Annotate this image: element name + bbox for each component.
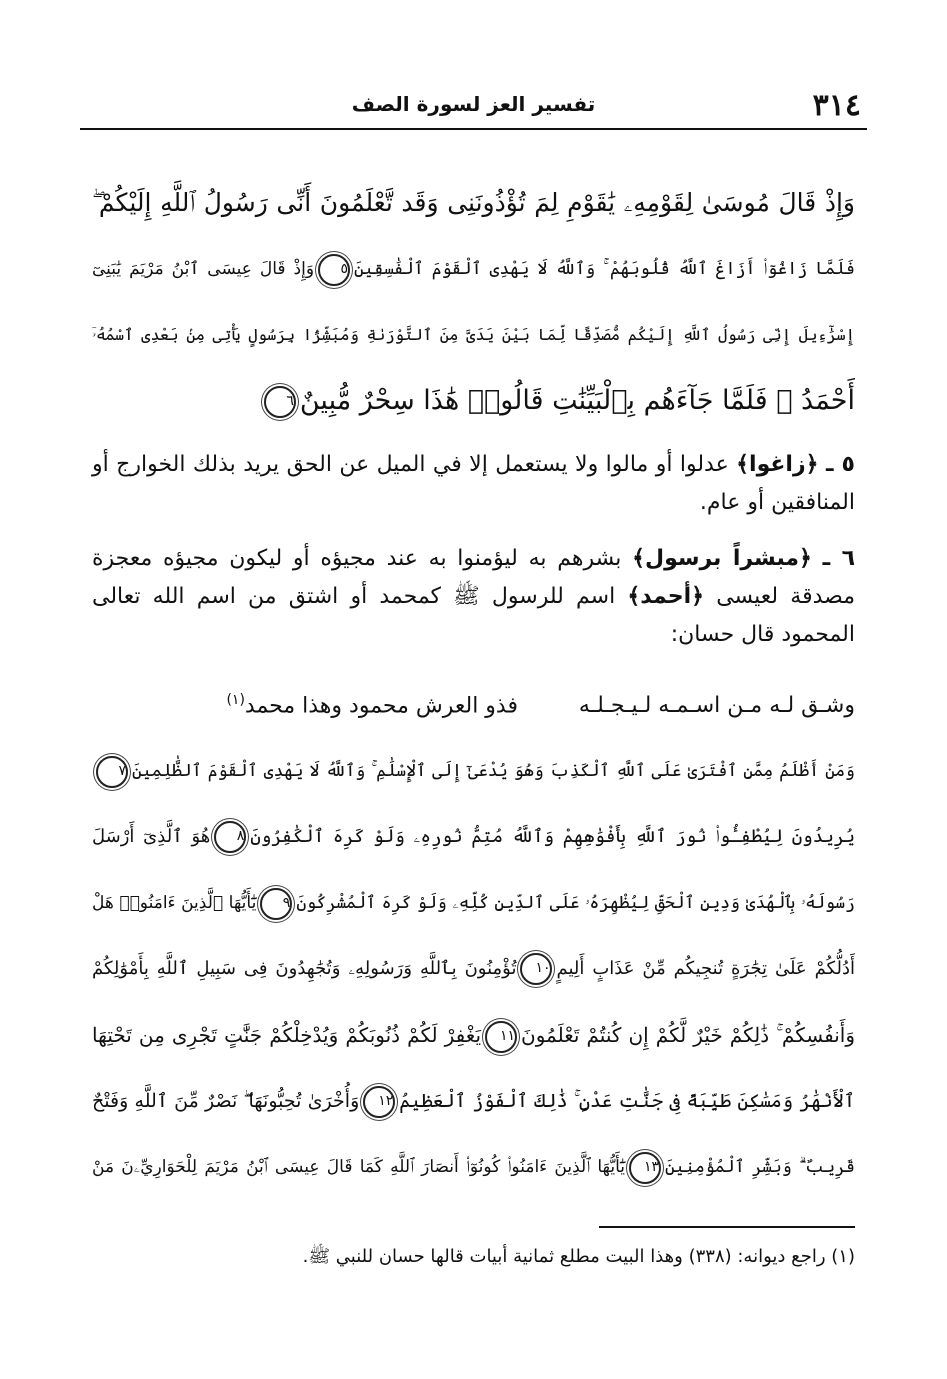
quran-line bbox=[92, 170, 855, 236]
quran-text: وَأَنفُسِكُمْ ۚ ذَٰلِكُمْ خَيْرٌ لَّكُمْ إِن كُنتُمْ تَعْلَمُونَ bbox=[521, 1023, 855, 1047]
poem-hemistich-1: وشـق لـه مـن اسـمـه لـيـجـلـه bbox=[578, 693, 855, 719]
explanation-text: اسم للرسول ﷺ كمحمد أو اشتق من اسم الله تعالى المحمود قال حسان: bbox=[92, 584, 855, 647]
quran-line bbox=[92, 804, 855, 870]
ayah-number-mark: ١٠ bbox=[520, 953, 552, 985]
quran-line bbox=[92, 936, 855, 1002]
header-rule bbox=[80, 128, 867, 130]
quran-line bbox=[92, 870, 855, 936]
quran-text: ٱلْأَنْهَٰرُ وَمَسَٰكِنَ طَيِّبَةً فِى جَنَّٰتِ عَدْنٍ ۚ ذَٰلِكَ ٱلْفَوْزُ ٱلْعَظِيمُ bbox=[399, 1090, 855, 1112]
verse-number: ٦ ـ bbox=[822, 546, 855, 571]
quran-text: يَغْفِرْ لَكُمْ ذُنُوبَكُمْ وَيُدْخِلْكُمْ جَنَّٰتٍ تَجْرِى مِن تَحْتِهَا bbox=[92, 1023, 482, 1047]
quran-text: فَلَمَّا زَاغُوٓا۟ أَزَاغَ ٱللَّهُ قُلُوبَهُمْ ۚ وَٱللَّهُ لَا يَهْدِى ٱلْقَوْمَ ٱلْفَٰسِقِينَ bbox=[354, 259, 855, 279]
quran-text: وَمَنْ أَظْلَمُ مِمَّنِ ٱفْتَرَىٰ عَلَى ٱللَّهِ ٱلْكَذِبَ وَهُوَ يُدْعَىٰٓ إِلَى ٱلْإِسْلَٰمِ ۚ وَٱللَّهُ لَا يَهْدِى ٱلْقَوْمَ ٱلظَّٰلِمِينَ bbox=[132, 761, 855, 781]
quran-text: هُوَ ٱلَّذِىٓ أَرْسَلَ bbox=[92, 826, 211, 847]
quran-block-2 bbox=[92, 738, 855, 1200]
explained-term: ﴿زاغوا﴾ bbox=[736, 452, 819, 477]
quran-text: رَسُولَهُۥ بِٱلْهُدَىٰ وَدِينِ ٱلْحَقِّ لِيُظْهِرَهُۥ عَلَى ٱلدِّينِ كُلِّهِۦ وَلَوْ كَرِهَ ٱلْمُشْرِكُونَ bbox=[296, 893, 855, 913]
quran-line bbox=[92, 1134, 855, 1200]
quran-line bbox=[92, 236, 855, 302]
quran-text: يُرِيدُونَ لِيُطْفِـُٔوا۟ نُورَ ٱللَّهِ بِأَفْوَٰهِهِمْ وَٱللَّهُ مُتِمُّ نُورِهِۦ وَلَوْ كَرِهَ ٱلْكَٰفِرُونَ bbox=[250, 826, 855, 847]
footnote-rule bbox=[599, 1226, 855, 1228]
ayah-number-mark: ٥ bbox=[318, 254, 350, 286]
running-title: تفسير العز لسورة الصف bbox=[351, 92, 596, 116]
page-number: ٣١٤ bbox=[812, 88, 861, 123]
quran-text: إِسْرَٰٓءِيلَ إِنِّى رَسُولُ ٱللَّهِ إِلَيْكُم مُّصَدِّقًا لِّمَا بَيْنَ يَدَىَّ مِنَ ٱلتَّوْرَىٰةِ وَمُبَشِّرًۢا بِرَسُولٍ يَأْتِى مِنۢ بَعْدِى ٱسْمُهُۥٓ bbox=[92, 325, 855, 344]
footnote-reference[interactable]: (١) bbox=[226, 692, 245, 708]
commentary-paragraph bbox=[92, 446, 855, 522]
ayah-number-mark: ١١ bbox=[485, 1021, 517, 1053]
commentary-verse-5 bbox=[92, 446, 855, 522]
verse-number: ٥ ـ bbox=[825, 452, 855, 477]
poem-hemistich-2-text: فذو العرش محمود وهذا محمد bbox=[244, 693, 518, 719]
commentary-paragraph bbox=[92, 540, 855, 654]
ayah-number-mark: ٩ bbox=[260, 888, 292, 920]
quran-text: أَحْمَدُ ۖ فَلَمَّا جَآءَهُم بِٱلْبَيِّنَٰتِ قَالُوا۟ هَٰذَا سِحْرٌ مُّبِينٌ bbox=[299, 385, 855, 416]
quran-text: وَإِذْ قَالَ مُوسَىٰ لِقَوْمِهِۦ يَٰقَوْمِ لِمَ تُؤْذُونَنِى وَقَد تَّعْلَمُونَ أَنِّى رَسُولُ ٱللَّهِ إِلَيْكُمْ ۖ bbox=[92, 188, 855, 217]
quran-line bbox=[92, 1002, 855, 1068]
ayah-number-mark: ٦ bbox=[264, 386, 296, 418]
explained-term: ﴿مبشراً برسول﴾ bbox=[632, 546, 812, 571]
quran-block-1 bbox=[92, 170, 855, 434]
ayah-number-mark: ١٢ bbox=[363, 1086, 395, 1118]
poem-verse bbox=[110, 682, 855, 724]
quran-text: تُؤْمِنُونَ بِٱللَّهِ وَرَسُولِهِۦ وَتُجَٰهِدُونَ فِى سَبِيلِ ٱللَّهِ بِأَمْوَٰلِكُمْ bbox=[92, 958, 517, 979]
quran-line bbox=[92, 368, 855, 434]
ayah-number-mark: ٨ bbox=[214, 821, 246, 853]
quran-text: يَٰٓأَيُّهَا ٱلَّذِينَ ءَامَنُوا۟ هَلْ bbox=[92, 893, 257, 913]
ayah-number-mark: ٧ bbox=[96, 756, 128, 788]
explanation-text: بشرهم به ليؤمنوا به عند مجيؤه أو ليكون مجيؤه معجزة مصدقة لعيسى bbox=[92, 546, 855, 609]
explained-term: ﴿أحمد﴾ bbox=[627, 584, 705, 609]
page-header bbox=[80, 86, 867, 126]
quran-text: قَرِيبٌ ۗ وَبَشِّرِ ٱلْمُؤْمِنِينَ bbox=[665, 1157, 855, 1177]
poem-hemistich-2 bbox=[226, 682, 518, 724]
quran-text: أَدُلُّكُمْ عَلَىٰ تِجَٰرَةٍ تُنجِيكُم مِّنْ عَذَابٍ أَلِيمٍ bbox=[556, 958, 855, 979]
quran-text: وَأُخْرَىٰ تُحِبُّونَهَا ۖ نَصْرٌ مِّنَ ٱللَّهِ وَفَتْحٌ bbox=[92, 1090, 360, 1112]
quran-line bbox=[92, 1068, 855, 1134]
ayah-number-mark: ١٣ bbox=[629, 1152, 661, 1184]
commentary-verse-6 bbox=[92, 540, 855, 654]
quran-line bbox=[92, 302, 855, 368]
quran-text: يَٰٓأَيُّهَا ٱلَّذِينَ ءَامَنُوا۟ كُونُوٓا۟ أَنصَارَ ٱللَّهِ كَمَا قَالَ عِيسَى ٱبْنُ مَرْيَمَ لِلْحَوَارِيِّۦنَ مَنْ bbox=[92, 1157, 626, 1177]
quran-text: وَإِذْ قَالَ عِيسَى ٱبْنُ مَرْيَمَ يَٰبَنِىٓ bbox=[92, 259, 315, 279]
explanation-text: عدلوا أو مالوا ولا يستعمل إلا في الميل عن الحق يريد بذلك الخوارج أو المنافقين أو عام. bbox=[92, 452, 855, 515]
footnote: (١) راجع ديوانه: (٣٣٨) وهذا البيت مطلع ثمانية أبيات قالها حسان للنبي ﷺ. bbox=[302, 1246, 855, 1267]
quran-line bbox=[92, 738, 855, 804]
